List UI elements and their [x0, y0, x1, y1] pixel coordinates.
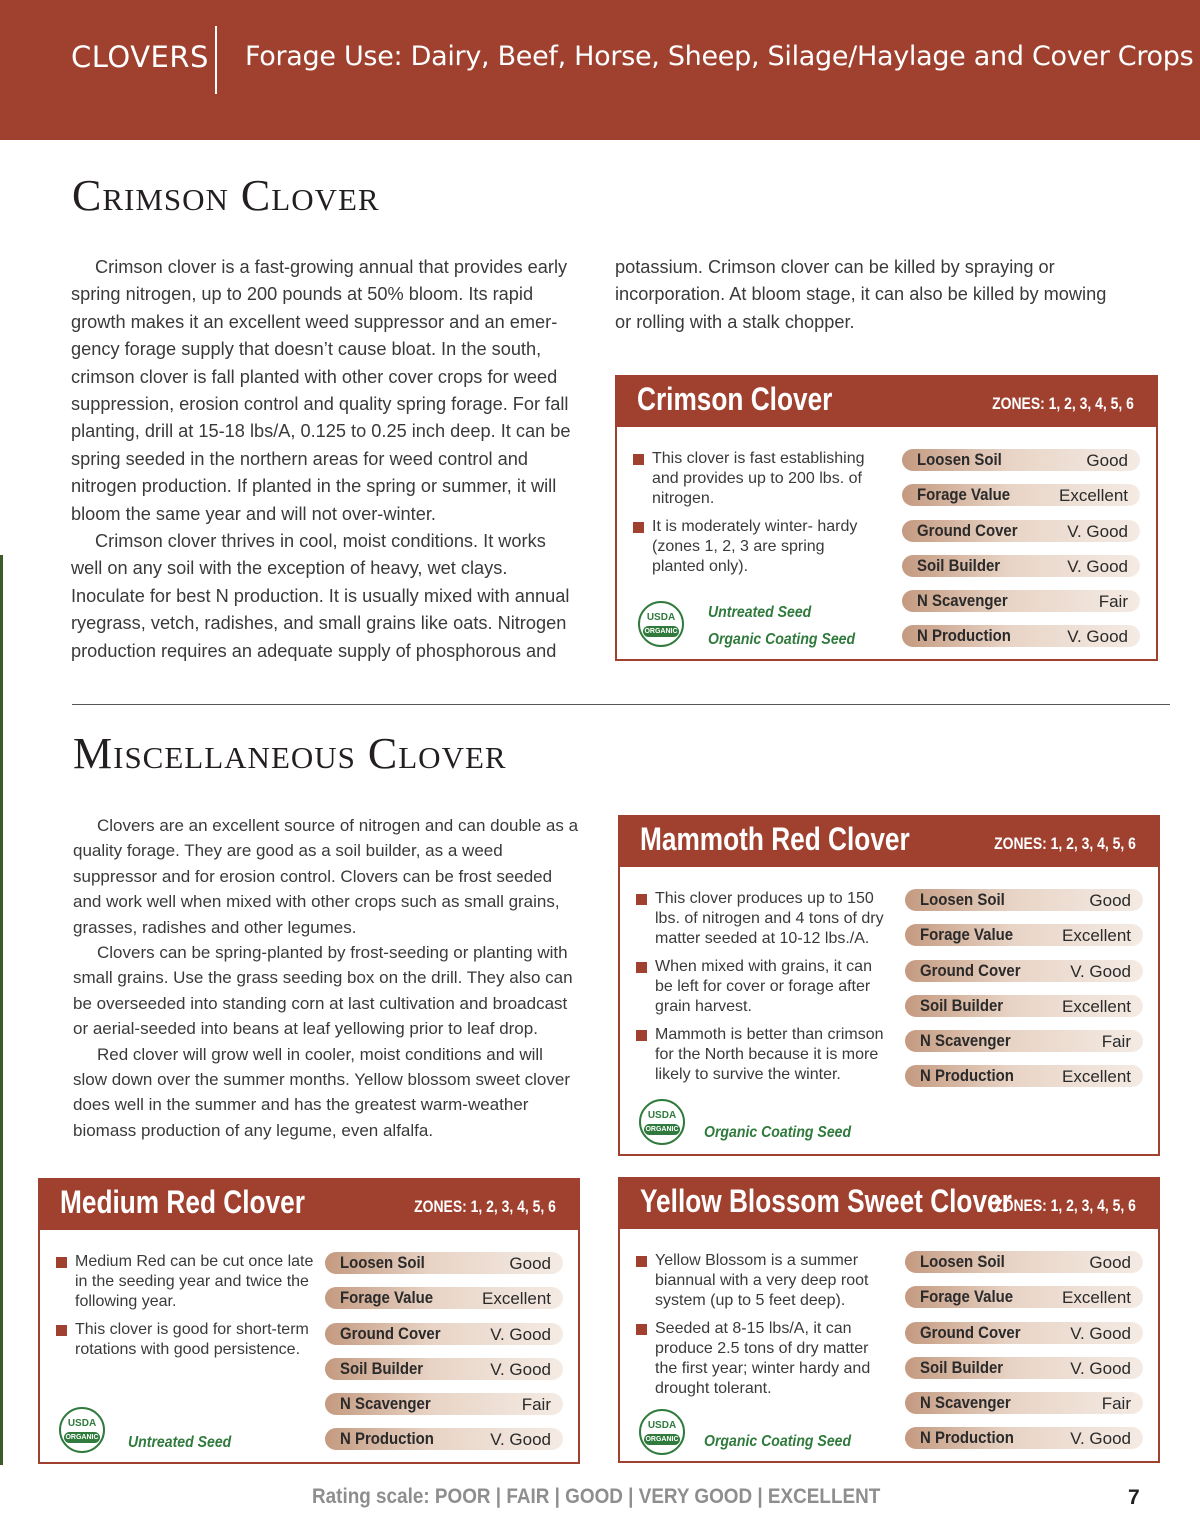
card-bullet: It is moderately winter- hardy (zones 1, 2, 3 are spring planted only).: [633, 517, 873, 577]
seed-type-untreated: Untreated Seed: [128, 1434, 232, 1451]
mammoth-red-clover-card: [618, 815, 1160, 1156]
crimson-paragraph-2: Crimson clover thrives in cool, moist conditions. It works well on any soil with the exception of heavy, wet clays. Inoculate for best N production. It is usually mixed with annual ryegrass, vetch, radishes, and small grains like oats. Nitrogen production requires an adequate supply of phosphorous and: [71, 531, 570, 661]
ratings-list: [905, 1251, 1143, 1463]
rating-row: Soil Builder Excellent: [905, 995, 1143, 1017]
bullet-square-icon: [56, 1257, 67, 1268]
rating-row: N Scavenger Fair: [325, 1393, 563, 1415]
rating-row: Ground Cover V. Good: [905, 1322, 1143, 1344]
rating-row: N Production V. Good: [325, 1428, 563, 1450]
rating-row: Loosen Soil Good: [905, 1251, 1143, 1273]
page-header: [0, 0, 1200, 140]
card-title: Yellow Blossom Sweet Clover: [640, 1183, 1012, 1219]
crimson-heading: Crimson Clover: [72, 171, 380, 220]
bullet-square-icon: [636, 1030, 647, 1041]
card-zones: ZONES: 1, 2, 3, 4, 5, 6: [994, 1196, 1136, 1215]
card-bullet: When mixed with grains, it can be left for cover or forage after grain harvest.: [636, 957, 891, 1017]
header-subtitle: Forage Use: Dairy, Beef, Horse, Sheep, Silage/Haylage and Cover Crops: [245, 41, 1194, 72]
rating-row: N Scavenger Fair: [902, 590, 1140, 612]
section-title: CLOVERS: [71, 40, 209, 74]
ratings-list: [325, 1252, 563, 1464]
bullet-square-icon: [636, 962, 647, 973]
usda-organic-seal-icon: USDA ORGANIC: [59, 1407, 105, 1453]
seed-type-organic-coating: Organic Coating Seed: [704, 1433, 852, 1450]
card-bullet: Seeded at 8-15 lbs/A, it can produce 2.5 tons of dry matter the first year; winter hardy and drought tolerant.: [636, 1319, 891, 1399]
card-bullet: This clover produces up to 150 lbs. of nitrogen and 4 tons of dry matter seeded at 10-12 lbs./A.: [636, 889, 891, 949]
rating-row: Forage Value Excellent: [902, 484, 1140, 506]
crimson-paragraph-1: Crimson clover is a fast-growing annual that provides early spring nitrogen, up to 200 pounds at 50% bloom. Its rapid growth makes it an excellent weed suppressor and an emer- gency forage supply that doesn’t cause bloat. In the south, crimson clover is fall planted with other cover crops for weed suppression, erosion control and quality spring forage. For fall planting, drill at 15-18 lbs/A, 0.125 to 0.25 inch deep. It can be spring seeded in the northern areas for weed control and nitrogen production. If planted in the spring or summer, it will bloom the same year and will not over-winter.: [71, 257, 571, 524]
seed-type-organic-coating: Organic Coating Seed: [704, 1124, 852, 1141]
card-title: Medium Red Clover: [60, 1184, 305, 1220]
misc-paragraph-2: Clovers can be spring-planted by frost-seeding or planting with small grains. Use the grass seeding box on the drill. They also can be overseeded into standing corn at last cultivation and broadcast or aerial-seeded into beans at leaf yellowing prior to leaf drop.: [73, 943, 573, 1039]
rating-row: N Scavenger Fair: [905, 1392, 1143, 1414]
card-bullets: [636, 1251, 891, 1407]
misc-text: [73, 813, 581, 1143]
bullet-square-icon: [636, 894, 647, 905]
rating-row: Soil Builder V. Good: [325, 1358, 563, 1380]
card-bullets: [636, 889, 891, 1093]
rating-row: Loosen Soil Good: [325, 1252, 563, 1274]
rating-row: Forage Value Excellent: [325, 1287, 563, 1309]
rating-row: N Production V. Good: [902, 625, 1140, 647]
yellow-blossom-sweet-clover-card: [618, 1177, 1160, 1463]
rating-row: Ground Cover V. Good: [902, 520, 1140, 542]
card-bullet: This clover is fast establishing and provides up to 200 lbs. of nitrogen.: [633, 449, 873, 509]
crimson-paragraph-3: potassium. Crimson clover can be killed by spraying or incorporation. At bloom stage, it can also be killed by mowing or rolling with a stalk chopper.: [615, 257, 1107, 332]
bullet-square-icon: [56, 1325, 67, 1336]
card-bullet: Mammoth is better than crimson for the North because it is more likely to survive the winter.: [636, 1025, 891, 1085]
misc-paragraph-3: Red clover will grow well in cooler, moist conditions and will slow down over the summer months. Yellow blossom sweet clover does well in the summer and has the greatest warm-weather biomass production of any legume, even alfalfa.: [73, 1044, 570, 1140]
card-title: Crimson Clover: [637, 381, 833, 417]
card-zones: ZONES: 1, 2, 3, 4, 5, 6: [994, 834, 1136, 853]
bullet-square-icon: [633, 454, 644, 465]
crimson-clover-card: [615, 375, 1158, 661]
rating-row: N Production Excellent: [905, 1065, 1143, 1087]
card-bullet: Yellow Blossom is a summer biannual with a very deep root system (up to 5 feet deep).: [636, 1251, 891, 1311]
seed-type-untreated: Untreated Seed: [708, 604, 812, 621]
usda-organic-seal-icon: USDA ORGANIC: [639, 1409, 685, 1455]
card-bullets: [633, 449, 873, 585]
card-bullet: Medium Red can be cut once late in the seeding year and twice the following year.: [56, 1252, 318, 1312]
card-zones: ZONES: 1, 2, 3, 4, 5, 6: [992, 394, 1134, 413]
rating-row: Ground Cover V. Good: [905, 960, 1143, 982]
rating-row: N Production V. Good: [905, 1427, 1143, 1449]
card-zones: ZONES: 1, 2, 3, 4, 5, 6: [414, 1197, 556, 1216]
misc-heading: Miscellaneous Clover: [73, 729, 507, 778]
usda-organic-seal-icon: USDA ORGANIC: [638, 601, 684, 647]
crimson-column-1: [71, 254, 576, 665]
bullet-square-icon: [636, 1256, 647, 1267]
left-edge-bar: [0, 555, 3, 1465]
rating-row: Loosen Soil Good: [905, 889, 1143, 911]
usda-organic-seal-icon: USDA ORGANIC: [639, 1099, 685, 1145]
rating-row: Forage Value Excellent: [905, 924, 1143, 946]
bullet-square-icon: [636, 1324, 647, 1335]
ratings-list: [902, 449, 1140, 661]
header-divider: [215, 26, 217, 94]
page-number: 7: [1128, 1486, 1140, 1509]
rating-row: N Scavenger Fair: [905, 1030, 1143, 1052]
ratings-list: [905, 889, 1143, 1101]
rating-row: Forage Value Excellent: [905, 1286, 1143, 1308]
misc-paragraph-1: Clovers are an excellent source of nitrogen and can double as a quality forage. They are good as a soil builder, as a weed suppressor and for erosion control. Clovers can be frost seeded and work well when mixed with other crops such as small grains, grasses, radishes and other legumes.: [73, 816, 579, 937]
rating-scale-legend: Rating scale: POOR | FAIR | GOOD | VERY GOOD | EXCELLENT: [312, 1485, 881, 1508]
card-bullets: [56, 1252, 318, 1368]
rating-row: Soil Builder V. Good: [905, 1357, 1143, 1379]
section-divider: [72, 704, 1170, 705]
rating-row: Ground Cover V. Good: [325, 1323, 563, 1345]
rating-row: Soil Builder V. Good: [902, 555, 1140, 577]
medium-red-clover-card: [38, 1178, 580, 1464]
card-title: Mammoth Red Clover: [640, 821, 910, 857]
crimson-column-2: [615, 254, 1125, 336]
card-bullet: This clover is good for short-term rotations with good persistence.: [56, 1320, 318, 1360]
seed-type-organic-coating: Organic Coating Seed: [708, 631, 856, 648]
bullet-square-icon: [633, 522, 644, 533]
rating-row: Loosen Soil Good: [902, 449, 1140, 471]
